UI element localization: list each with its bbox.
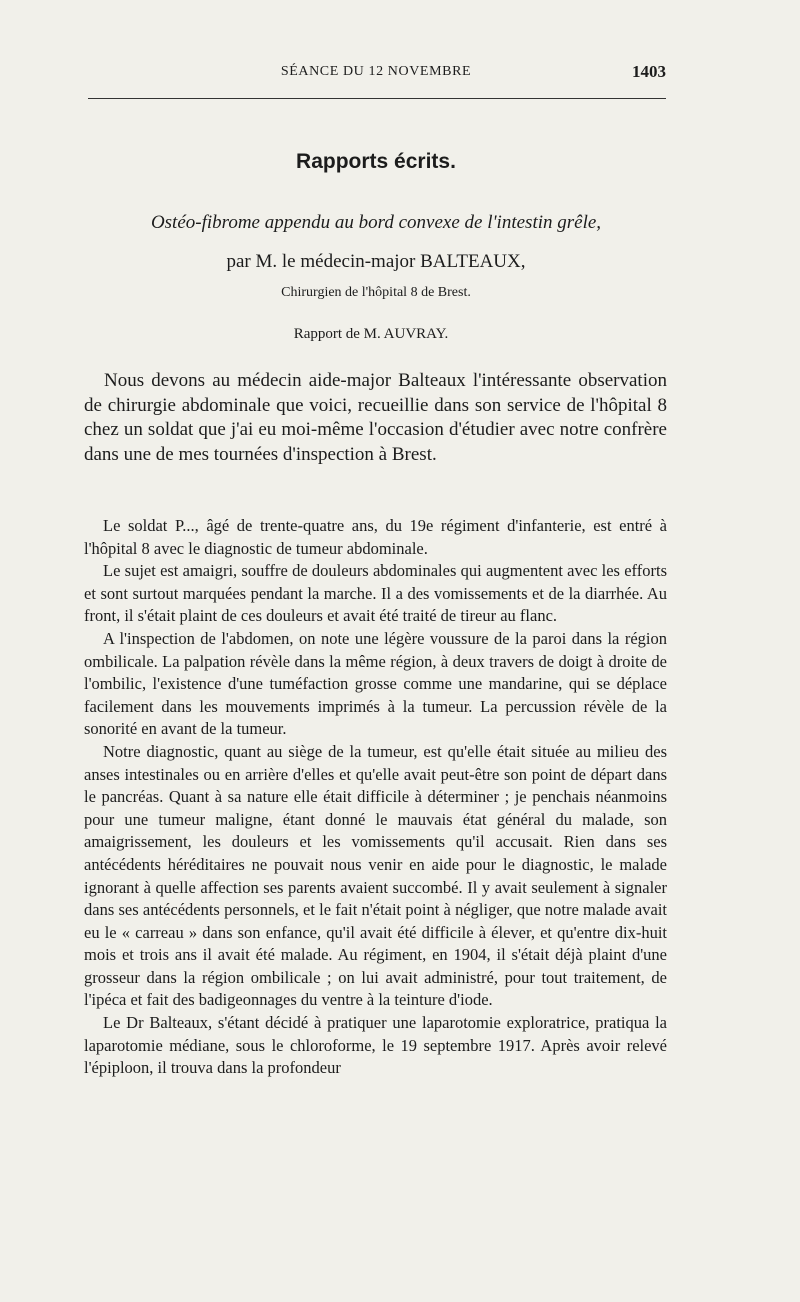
report-attribution: Rapport de M. AUVRAY. bbox=[293, 326, 449, 342]
intro-paragraph-block bbox=[84, 369, 667, 467]
author-affiliation: Chirurgien de l'hôpital 8 de Brest. bbox=[281, 285, 471, 300]
header-rule bbox=[88, 98, 666, 99]
running-title: SÉANCE DU 12 NOVEMBRE bbox=[280, 64, 472, 79]
paragraph-operation: Le Dr Balteaux, s'étant décidé à pratiquer une laparotomie exploratrice, pratiqua la laparotomie médiane, sous le chloroforme, le 19 septembre 1917. Après avoir relevé l'épiploon, il trouva dans la profondeur bbox=[84, 1013, 667, 1078]
running-head bbox=[86, 62, 666, 84]
page-number: 1403 bbox=[632, 62, 666, 81]
paragraph-diagnosis: Notre diagnostic, quant au siège de la tumeur, est qu'elle était située au milieu des anses intestinales ou en arrière d'elles et qu'elle avait peut-être son point de départ dans le pancréas. Quant à sa nature elle était difficile à déterminer ; je penchais néanmoins pour une tumeur maligne, étant donné le mauvais état général du malade, son amaigrissement, les douleurs et les vomissements qu'il accusait. Rien dans ses antécédents héréditaires ne pouvait nous venir en aide pour le diagnostic, le malade ignorant à quelle affection ses parents avaient succombé. Il y avait seulement à signaler dans ses antécédents personnels, et le fait n'était point à négliger, que notre malade avait eu le « carreau » dans son enfance, qu'il avait été difficile à élever, et qu'entre dix-huit mois et trois ans il avait été malade. Au régiment, en 1904, il s'était déjà plaint d'une grosseur dans la région ombilicale ; on lui avait administré, pour tout traitement, de l'ipéca et fait des badigeonnages du ventre à la teinture d'iode. bbox=[84, 741, 667, 1010]
article-title: Ostéo-fibrome appendu au bord convexe de l'intestin grêle, bbox=[150, 212, 602, 233]
intro-paragraph: Nous devons au médecin aide-major Balteaux l'intéressante observation de chirurgie abdominale que voici, recueillie dans son service de l'hôpital 8 chez un soldat que j'ai eu moi-même l'occasion d'étudier avec notre confrère dans une de mes tournées d'inspection à Brest. bbox=[84, 370, 667, 465]
paragraph-admission: Le soldat P..., âgé de trente-quatre ans, du 19e régiment d'infanterie, est entré à l'hôpital 8 avec le diagnostic de tumeur abdominale. bbox=[84, 516, 667, 558]
section-title: Rapports écrits. bbox=[296, 150, 456, 173]
paragraph-inspection: A l'inspection de l'abdomen, on note une légère voussure de la paroi dans la région ombilicale. La palpation révèle dans la même région, à deux travers de doigt à droite de l'ombilic, l'existence d'une tuméfaction grosse comme une mandarine, qui se déplace facilement dans les mouvements imprimés à la tumeur. La percussion révèle de la sonorité en avant de la tumeur. bbox=[84, 628, 667, 739]
body-text bbox=[84, 515, 667, 1080]
paragraph-symptoms: Le sujet est amaigri, souffre de douleurs abdominales qui augmentent avec les efforts et sont surtout marquées pendant la marche. Il a des vomissements et de la diarrhée. Au front, il s'était plaint de ces douleurs et avait été traité de tireur au flanc. bbox=[84, 561, 667, 626]
author-line: par M. le médecin-major BALTEAUX, bbox=[226, 251, 526, 272]
